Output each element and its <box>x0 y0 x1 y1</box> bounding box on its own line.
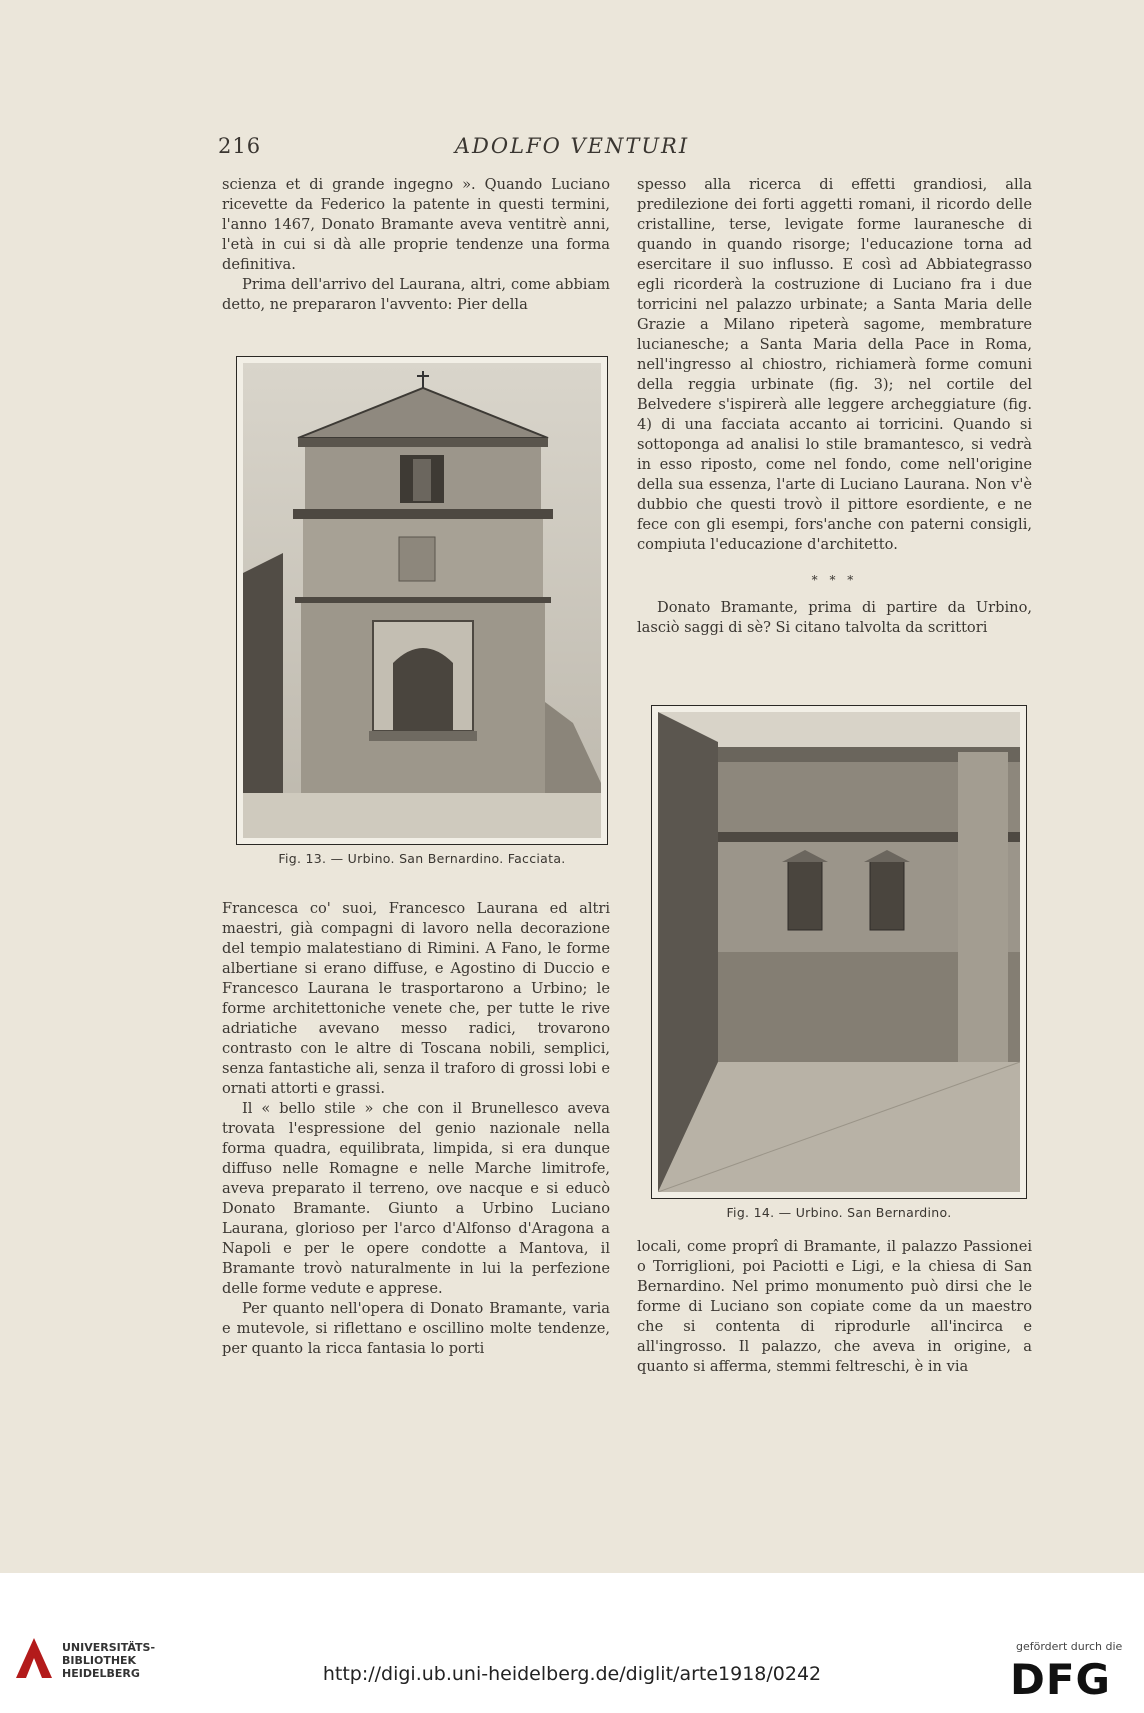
library-name: UNIVERSITÄTS- BIBLIOTHEK HEIDELBERG <box>62 1641 156 1680</box>
paragraph: Il « bello stile » che con il Brunellesco aveva trovata l'espressione del genio nazionale nella forma quadra, equilibrata, limpida, si era dunque diffuso nelle Romagne e nelle Marche limitrofe, aveva preparato il terreno, ove nacque e si educò Donato Bramante. Giunto a Urbino Luciano Laurana, glorioso per l'arco d'Alfonso d'Aragona a Napoli e per le opere condotte a Mantova, il Bramante trovò naturalmente in lui la perfezione delle forme vedute e apprese. <box>222 1100 610 1297</box>
funding-note: gefördert durch die <box>1016 1640 1123 1653</box>
paragraph: locali, come proprî di Bramante, il palazzo Passionei o Torriglioni, poi Paciotti e Ligi, e la chiesa di San Bernardino. Nel primo monumento può dirsi che le forme di Luciano son copiate come da un maestro che si contenta di riprodurle all'incirca e all'ingrosso. Il palazzo, che aveva in origine, a quanto si afferma, stemmi feltreschi, è in via <box>637 1238 1032 1375</box>
paragraph: Per quanto nell'opera di Donato Bramante, varia e mutevole, si riflettano e oscillino molte tendenze, per quanto la ricca fantasia lo porti <box>222 1300 610 1357</box>
paragraph: Donato Bramante, prima di partire da Urbino, lasciò saggi di sè? Si citano talvolta da scrittori <box>637 599 1032 636</box>
right-column-top <box>637 175 1032 638</box>
figure-14-caption: Fig. 14. — Urbino. San Bernardino. <box>726 1205 952 1220</box>
courtyard-illustration <box>658 712 1020 1192</box>
paragraph: Prima dell'arrivo del Laurana, altri, come abbiam detto, ne prepararon l'avvento: Pier della <box>222 276 610 313</box>
paragraph: scienza et di grande ingegno ». Quando Luciano ricevette da Federico la patente in questi termini, l'anno 1467, Donato Bramante aveva ventitrè anni, l'età in cui si dà alle proprie tendenze una forma definitiva. <box>222 176 610 273</box>
left-column-bottom <box>222 899 610 1359</box>
figure-13-photo <box>236 356 608 845</box>
footer-bar <box>0 1573 1144 1713</box>
left-column-top <box>222 175 610 315</box>
paragraph: spesso alla ricerca di effetti grandiosi, alla predilezione dei forti aggetti romani, il ricordo delle cristalline, terse, levigate forme lauranesche di quando in quando risorge; l'educazione torna ad esercitare il suo influsso. E così ad Abbiategrasso egli ricorderà la costruzione di Luciano fra i due torricini nel palazzo urbinate; a Santa Maria delle Grazie a Milano ripeterà sagome, membrature lucianesche; a Santa Maria della Pace in Roma, nell'ingresso al chiostro, richiamerà forme comuni della reggia urbinate (fig. 3); nel cortile del Belvedere s'ispirerà alle leggere archeggiature (fig. 4) di una facciata accanto ai torricini. Quando si sottoponga ad analisi lo stile bramantesco, si vedrà in esso riposto, come nel fondo, come nell'origine della sua essenza, l'arte di Luciano Laurana. Non v'è dubbio che questi trovò il pittore esordiente, e ne fece con gli esempi, fors'anche con paterni consigli, compiuta l'educazione d'architetto. <box>637 176 1032 553</box>
source-url[interactable]: http://digi.ub.uni-heidelberg.de/diglit/arte1918/0242 <box>322 1663 822 1685</box>
figure-13-caption: Fig. 13. — Urbino. San Bernardino. Facciata. <box>278 851 566 866</box>
figure-14-photo <box>651 705 1027 1199</box>
running-title: ADOLFO VENTURI <box>454 134 690 158</box>
right-column-bottom <box>637 1237 1032 1377</box>
paragraph: Francesca co' suoi, Francesco Laurana ed altri maestri, già compagni di lavoro nella decorazione del tempio malatestiano di Rimini. A Fano, le forme albertiane si erano diffuse, e Agostino di Duccio e Francesco Laurana le trasportarono a Urbino; le forme architettoniche venete che, per tutte le rive adriatiche avevano messo radici, trovarono contrasto con le altre di Toscana nobili, semplici, senza fantastiche ali, senza il traforo di grossi lobi e ornati attorti e grassi. <box>222 900 610 1097</box>
dfg-logo: DFG <box>1010 1655 1112 1704</box>
section-break: * * * <box>811 573 858 587</box>
facade-illustration <box>243 363 601 838</box>
page-number: 216 <box>218 134 262 158</box>
